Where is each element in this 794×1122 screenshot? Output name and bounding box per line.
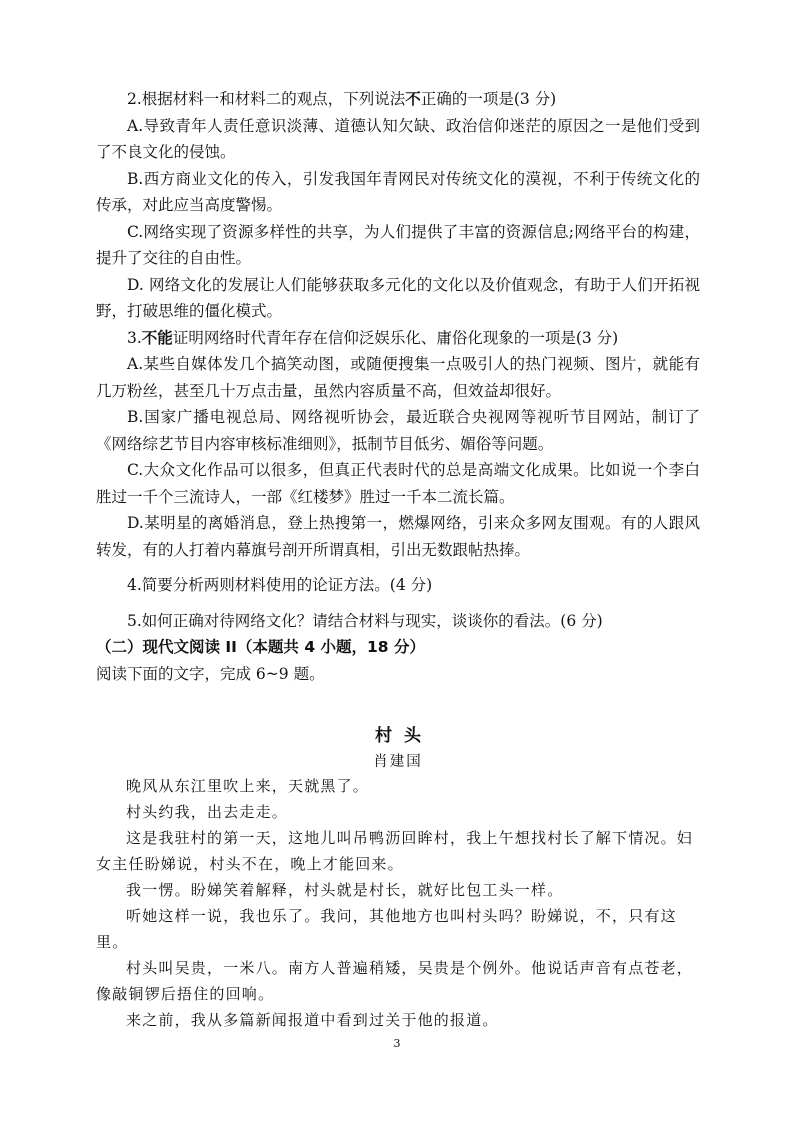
q3-option-a: A.某些自媒体发几个搞笑动图，或随便搜集一点吸引人的热门视频、图片，就能有几万粉丝，甚至几十万点击量，虽然内容质量不高，但效益却很好。 <box>96 355 700 400</box>
q3-option-b: B.国家广播电视总局、网络视听协会，最近联合央视网等视听节目网站，制订了《网络综艺节目内容审核标准细则》，抵制节目低劣、媚俗等问题。 <box>96 408 700 453</box>
q2-option-d: D. 网络文化的发展让人们能够获取多元化的文化以及价值观念，有助于人们开拓视野，打破思维的僵化模式。 <box>96 275 700 320</box>
q2-stem-tail: 正确的一项是(3 分) <box>420 90 557 108</box>
q2-option-a: A.导致青年人责任意识淡薄、道德认知欠缺、政治信仰迷茫的原因之一是他们受到了不良文化的侵蚀。 <box>96 116 700 161</box>
question-5: 5.如何正确对待网络文化？请结合材料与现实，谈谈你的看法。(6 分) <box>127 611 603 630</box>
q3-option-c: C.大众文化作品可以很多，但真正代表时代的总是高端文化成果。比如说一个李白胜过一千个三流诗人，一部《红楼梦》胜过一千本二流长篇。 <box>96 461 700 506</box>
story-paragraph: 这是我驻村的第一天，这地儿叫吊鸭沥回眸村，我上午想找村长了解下情况。妇女主任盼娣说，村头不在，晚上才能回来。 <box>96 829 694 873</box>
q3-stem-text: 证明网络时代青年存在信仰泛娱乐化、庸俗化现象的一项是(3 分) <box>172 328 619 347</box>
story-paragraph: 我一愣。盼娣笑着解释，村头就是村长，就好比包工头一样。 <box>126 881 564 899</box>
q3-stem-emphasis: 不能 <box>141 327 173 347</box>
q2-option-b: B.西方商业文化的传入，引发我国年青网民对传统文化的漠视，不利于传统文化的传承，对此应当高度警惕。 <box>96 169 700 214</box>
section-heading: （二）现代文阅读 II（本题共 4 小题，18 分） <box>96 638 425 656</box>
story-paragraph: 村头叫吴贵，一米八。南方人普遍稍矮，吴贵是个例外。他说话声音有点苍老，像敲铜锣后捂住的回响。 <box>96 959 694 1003</box>
page-content <box>96 86 700 1033</box>
story-paragraph: 听她这样一说，我也乐了。我问，其他地方也叫村头吗？盼娣说，不，只有这里。 <box>96 907 677 951</box>
question-2-stem <box>96 86 700 113</box>
story-paragraph: 村头约我，出去走走。 <box>126 803 289 821</box>
question-3-stem <box>96 325 700 352</box>
question-4: 4.简要分析两则材料使用的论证方法。(4 分) <box>127 576 433 594</box>
story-paragraph: 来之前，我从多篇新闻报道中看到过关于他的报道。 <box>126 1011 499 1029</box>
story-author: 肖建国 <box>373 754 423 770</box>
story-title: 村头 <box>375 726 433 746</box>
q3-option-d: D.某明星的离婚消息，登上热搜第一，燃爆网络，引来众多网友围观。有的人跟风转发，有的人打着内幕旗号剖开所谓真相，引出无数跟帖热捧。 <box>96 514 700 559</box>
q3-number: 3. <box>127 328 142 347</box>
q2-stem-emphasis: 不 <box>405 89 421 108</box>
q2-option-c: C.网络实现了资源多样性的共享，为人们提供了丰富的资源信息;网络平台的构建，提升了交往的自由性。 <box>96 222 700 267</box>
story-paragraph: 晚风从东江里吹上来，天就黑了。 <box>126 777 370 795</box>
q2-stem-text: 2.根据材料一和材料二的观点，下列说法 <box>127 90 406 108</box>
page-number: 3 <box>393 1037 401 1050</box>
reading-instruction: 阅读下面的文字，完成 6~9 题。 <box>96 664 325 683</box>
